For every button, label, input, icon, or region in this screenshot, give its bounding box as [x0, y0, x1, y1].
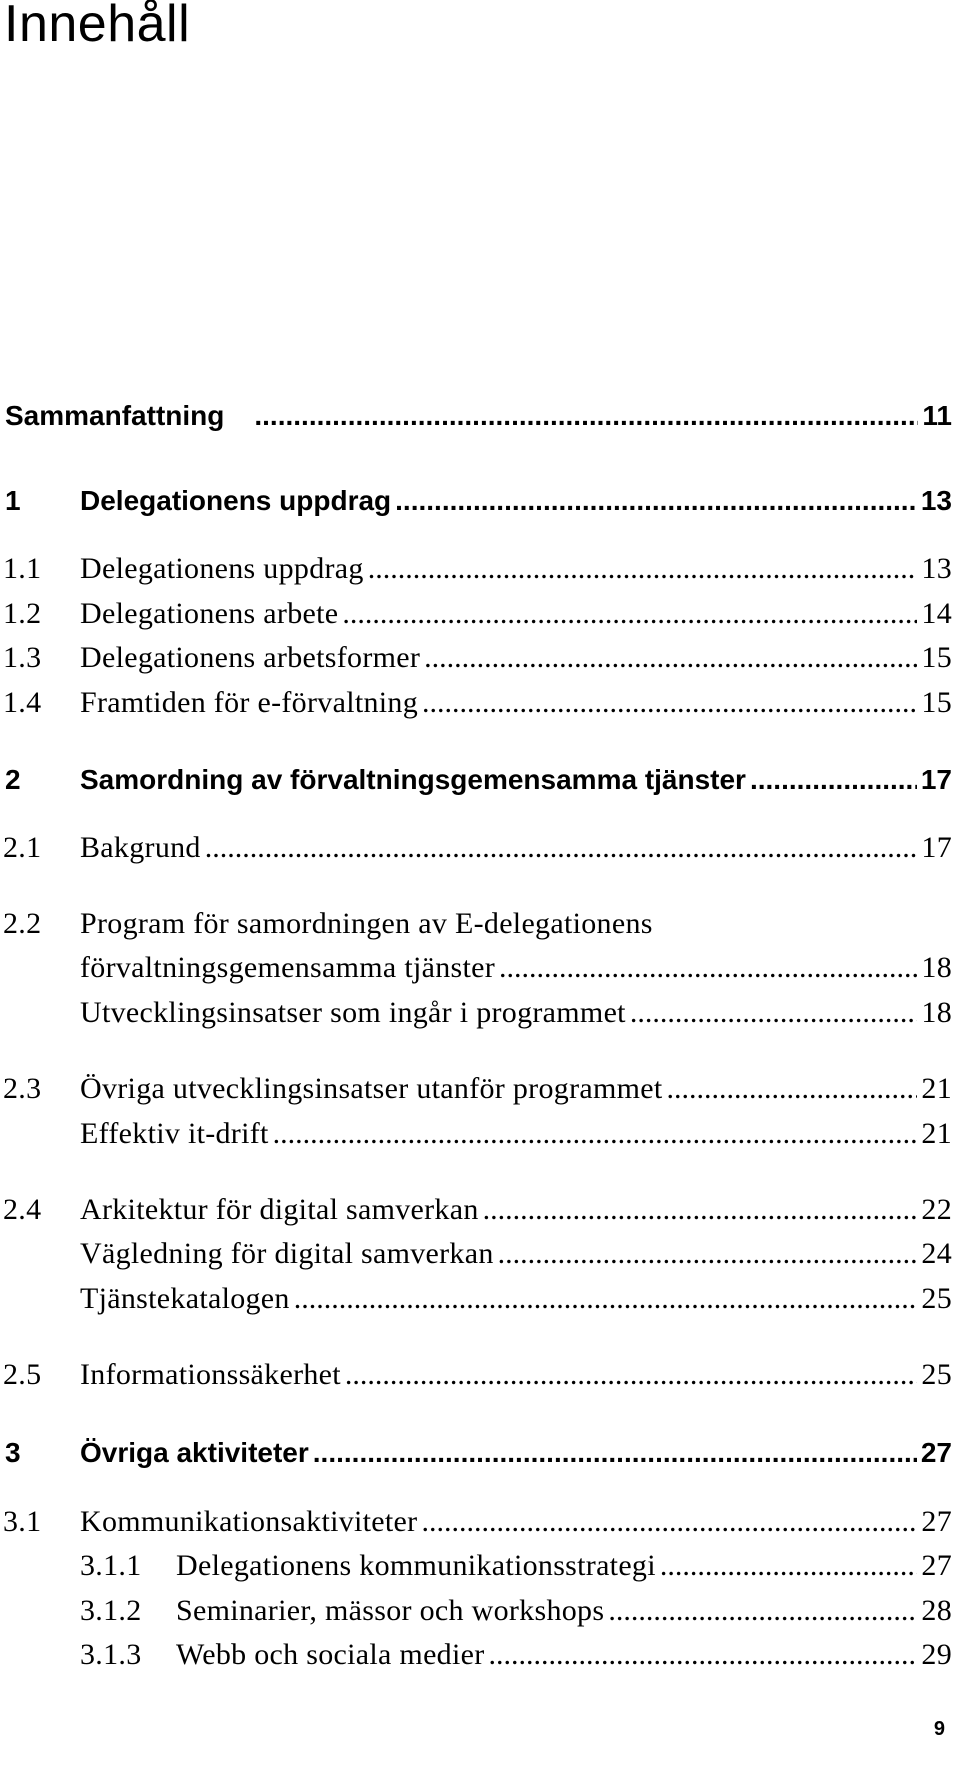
toc-entry-text: Webb och sociala medier [176, 1638, 485, 1671]
toc-entry-page: 21 [921, 1072, 952, 1105]
toc-entry-page: 29 [921, 1638, 952, 1671]
toc-entry-2-2-continued[interactable] [80, 951, 952, 991]
toc-leader-dots [667, 1072, 918, 1106]
toc-leader-dots [489, 1638, 918, 1672]
toc-leader-dots [424, 641, 917, 675]
toc-entry-number: 3 [5, 1437, 21, 1468]
toc-leader-dots [483, 1193, 918, 1227]
toc-entry-text: Sammanfattning [5, 400, 225, 431]
toc-entry-number: 2.5 [3, 1358, 42, 1391]
toc-entry-page: 11 [922, 400, 952, 431]
toc-entry-text: Kommunikationsaktiviteter [80, 1505, 418, 1538]
toc-entry-page: 27 [921, 1549, 952, 1582]
toc-entry-page: 28 [921, 1594, 952, 1627]
toc-entry-number: 2.2 [3, 907, 42, 940]
toc-entry-number: 1.2 [3, 597, 42, 630]
toc-entry-2-1[interactable] [0, 831, 952, 871]
toc-entry-sammanfattning[interactable] [0, 400, 952, 440]
toc-entry-page: 13 [920, 485, 952, 516]
toc-entry-1-1[interactable] [0, 552, 952, 592]
toc-entry-1-2[interactable] [0, 597, 952, 637]
toc-leader-dots [345, 1358, 917, 1392]
toc-entry-text: Övriga utvecklingsinsatser utanför programmet [80, 1072, 663, 1105]
toc-entry-3-1[interactable] [0, 1505, 952, 1545]
toc-leader-dots [422, 686, 917, 720]
toc-entry-number: 2.3 [3, 1072, 42, 1105]
toc-leader-dots [498, 1237, 918, 1271]
toc-entry-number: 2.4 [3, 1193, 42, 1226]
toc-entry-number: 1.4 [3, 686, 42, 719]
toc-entry-1-3[interactable] [0, 641, 952, 681]
toc-leader-dots [630, 996, 918, 1030]
toc-entry-text: Arkitektur för digital samverkan [80, 1193, 479, 1226]
toc-entry-text: Effektiv it-drift [80, 1117, 269, 1150]
toc-entry-utvecklingsinsatser[interactable] [80, 996, 952, 1036]
toc-entry-text: Övriga aktiviteter [80, 1437, 309, 1468]
toc-entry-3-1-3[interactable] [80, 1638, 952, 1678]
toc-entry-number: 3.1 [3, 1505, 42, 1538]
toc-entry-text: Delegationens uppdrag [80, 485, 392, 516]
toc-entry-vagledning[interactable] [80, 1237, 952, 1277]
toc-entry-number: 3.1.3 [80, 1638, 142, 1671]
toc-entry-page: 24 [921, 1237, 952, 1270]
toc-entry-page: 18 [921, 996, 952, 1029]
toc-entry-2-4[interactable] [0, 1193, 952, 1233]
toc-entry-2-3[interactable] [0, 1072, 952, 1112]
toc-leader-dots [660, 1549, 918, 1583]
toc-entry-page: 25 [921, 1282, 952, 1315]
toc-leader-dots [421, 1505, 917, 1539]
page-title: Innehåll [4, 0, 191, 53]
toc-entry-page: 21 [921, 1117, 952, 1150]
toc-entry-page: 14 [921, 597, 952, 630]
toc-entry-text: Framtiden för e-förvaltning [80, 686, 418, 719]
page-number: 9 [933, 1718, 945, 1740]
toc-entry-text: Vägledning för digital samverkan [80, 1237, 494, 1270]
toc-entry-text: Program för samordningen av E-delegationens [80, 907, 653, 940]
toc-leader-dots [750, 764, 917, 796]
toc-entry-text: Seminarier, mässor och workshops [176, 1594, 605, 1627]
toc-entry-number: 3.1.1 [80, 1549, 142, 1582]
toc-entry-number: 1.1 [3, 552, 42, 585]
toc-leader-dots [254, 400, 918, 432]
toc-entry-chapter-1[interactable] [0, 485, 952, 525]
toc-entry-text: Delegationens arbete [80, 597, 339, 630]
toc-entry-2-2[interactable] [0, 907, 952, 947]
toc-entry-page: 15 [921, 686, 952, 719]
toc-entry-page: 17 [921, 831, 952, 864]
toc-leader-dots [499, 951, 917, 985]
toc-leader-dots [608, 1594, 917, 1628]
toc-entry-2-5[interactable] [0, 1358, 952, 1398]
toc-entry-number: 2 [5, 764, 21, 795]
toc-entry-number: 2.1 [3, 831, 42, 864]
toc-entry-number: 1 [5, 485, 21, 516]
toc-leader-dots [342, 597, 917, 631]
toc-entry-text: Delegationens kommunikationsstrategi [176, 1549, 656, 1582]
toc-entry-page: 25 [921, 1358, 952, 1391]
toc-entry-1-4[interactable] [0, 686, 952, 726]
toc-leader-dots [205, 831, 918, 865]
toc-entry-effektiv-it-drift[interactable] [80, 1117, 952, 1157]
toc-entry-text: Samordning av förvaltningsgemensamma tjänster [80, 764, 746, 795]
toc-entry-tjanstekatalogen[interactable] [80, 1282, 952, 1322]
toc-entry-3-1-2[interactable] [80, 1594, 952, 1634]
toc-entry-text: Bakgrund [80, 831, 201, 864]
toc-entry-text: Utvecklingsinsatser som ingår i programmet [80, 996, 626, 1029]
toc-leader-dots [294, 1282, 918, 1316]
toc-entry-page: 15 [921, 641, 952, 674]
toc-entry-3-1-1[interactable] [80, 1549, 952, 1589]
toc-entry-text: Delegationens arbetsformer [80, 641, 421, 674]
toc-leader-dots [273, 1117, 918, 1151]
toc-entry-chapter-2[interactable] [0, 764, 952, 804]
toc-entry-page: 17 [920, 764, 952, 795]
toc-entry-text: Informationssäkerhet [80, 1358, 341, 1391]
toc-entry-number: 1.3 [3, 641, 42, 674]
toc-entry-chapter-3[interactable] [0, 1437, 952, 1477]
toc-entry-page: 27 [921, 1505, 952, 1538]
toc-leader-dots [313, 1437, 917, 1469]
toc-entry-text: Tjänstekatalogen [80, 1282, 290, 1315]
toc-entry-number: 3.1.2 [80, 1594, 142, 1627]
toc-entry-text: Delegationens uppdrag [80, 552, 364, 585]
toc-entry-text: förvaltningsgemensamma tjänster [80, 951, 496, 984]
toc-entry-page: 27 [920, 1437, 952, 1468]
toc-entry-page: 13 [921, 552, 952, 585]
toc-entry-page: 18 [921, 951, 952, 984]
toc-leader-dots [395, 485, 917, 517]
toc-leader-dots [368, 552, 918, 586]
toc-entry-page: 22 [921, 1193, 952, 1226]
